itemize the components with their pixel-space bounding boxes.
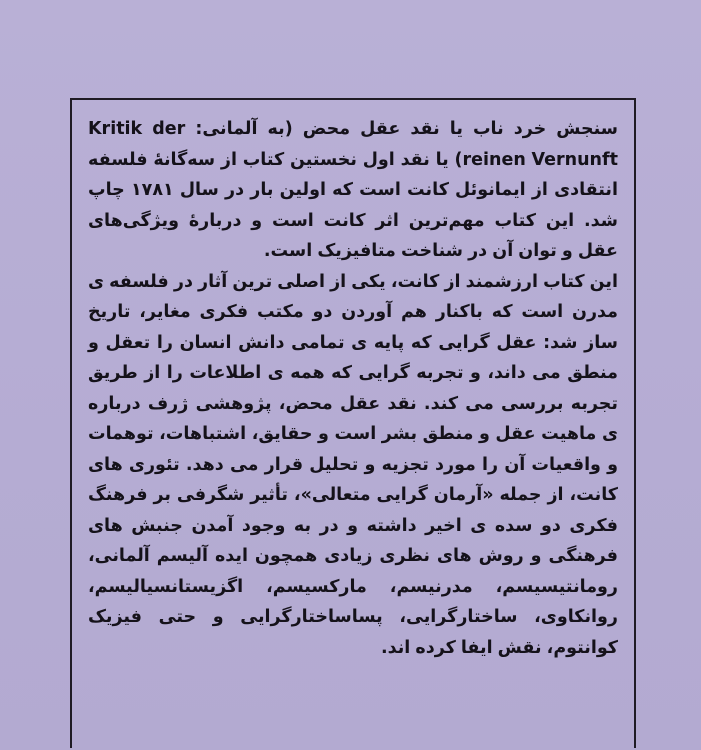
book-description (88, 114, 618, 663)
description-paragraph-1 (88, 114, 618, 267)
description-paragraph-1-start: سنجش خرد ناب یا نقد عقل محض (به آلمانی: (185, 119, 618, 139)
description-paragraph-2: این کتاب ارزشمند از کانت، یکی از اصلی ترین آثار در فلسفه ی مدرن است که باکنار هم آوردن دو مکتب فکری مغایر، تاریخ ساز شد: عقل گرایی که پایه ی تمامی دانش انسان را تعقل و منطق می داند، و تجربه گرایی که همه ی اطلاعات را از طریق تجربه بررسی می کند. نقد عقل محض، پژوهشی ژرف درباره ی ماهیت عقل و منطق بشر است و حقایق، اشتباهات، توهمات و واقعیات آن را مورد تجزیه و تحلیل قرار می دهد. تئوری های کانت، از جمله «آرمان گرایی متعالی»، تأثیر شگرفی بر فرهنگ فکری دو سده ی اخیر داشته و در به وجود آمدن جنبش های فرهنگی و روش های نظری زیادی همچون ایده آلیسم آلمانی، رومانتیسیسم، مدرنیسم، مارکسیسم، اگزیستانسیالیسم، روانکاوی، ساختارگرایی، پساساختارگرایی و حتی فیزیک کوانتوم، نقش ایفا کرده اند. (88, 271, 618, 658)
german-title: Kritik der reinen Vernunft (88, 119, 618, 170)
description-paragraph-1-end: ) یا نقد اول نخستین کتاب از سه‌گانهٔ فلسفه انتقادی از ایمانوئل کانت است که اولین بار در سال ۱۷۸۱ چاپ شد. این کتاب مهم‌ترین اثر کانت است و دربارهٔ ویژگی‌های عقل و توان آن در شناخت متافیزیک است. (88, 149, 618, 261)
